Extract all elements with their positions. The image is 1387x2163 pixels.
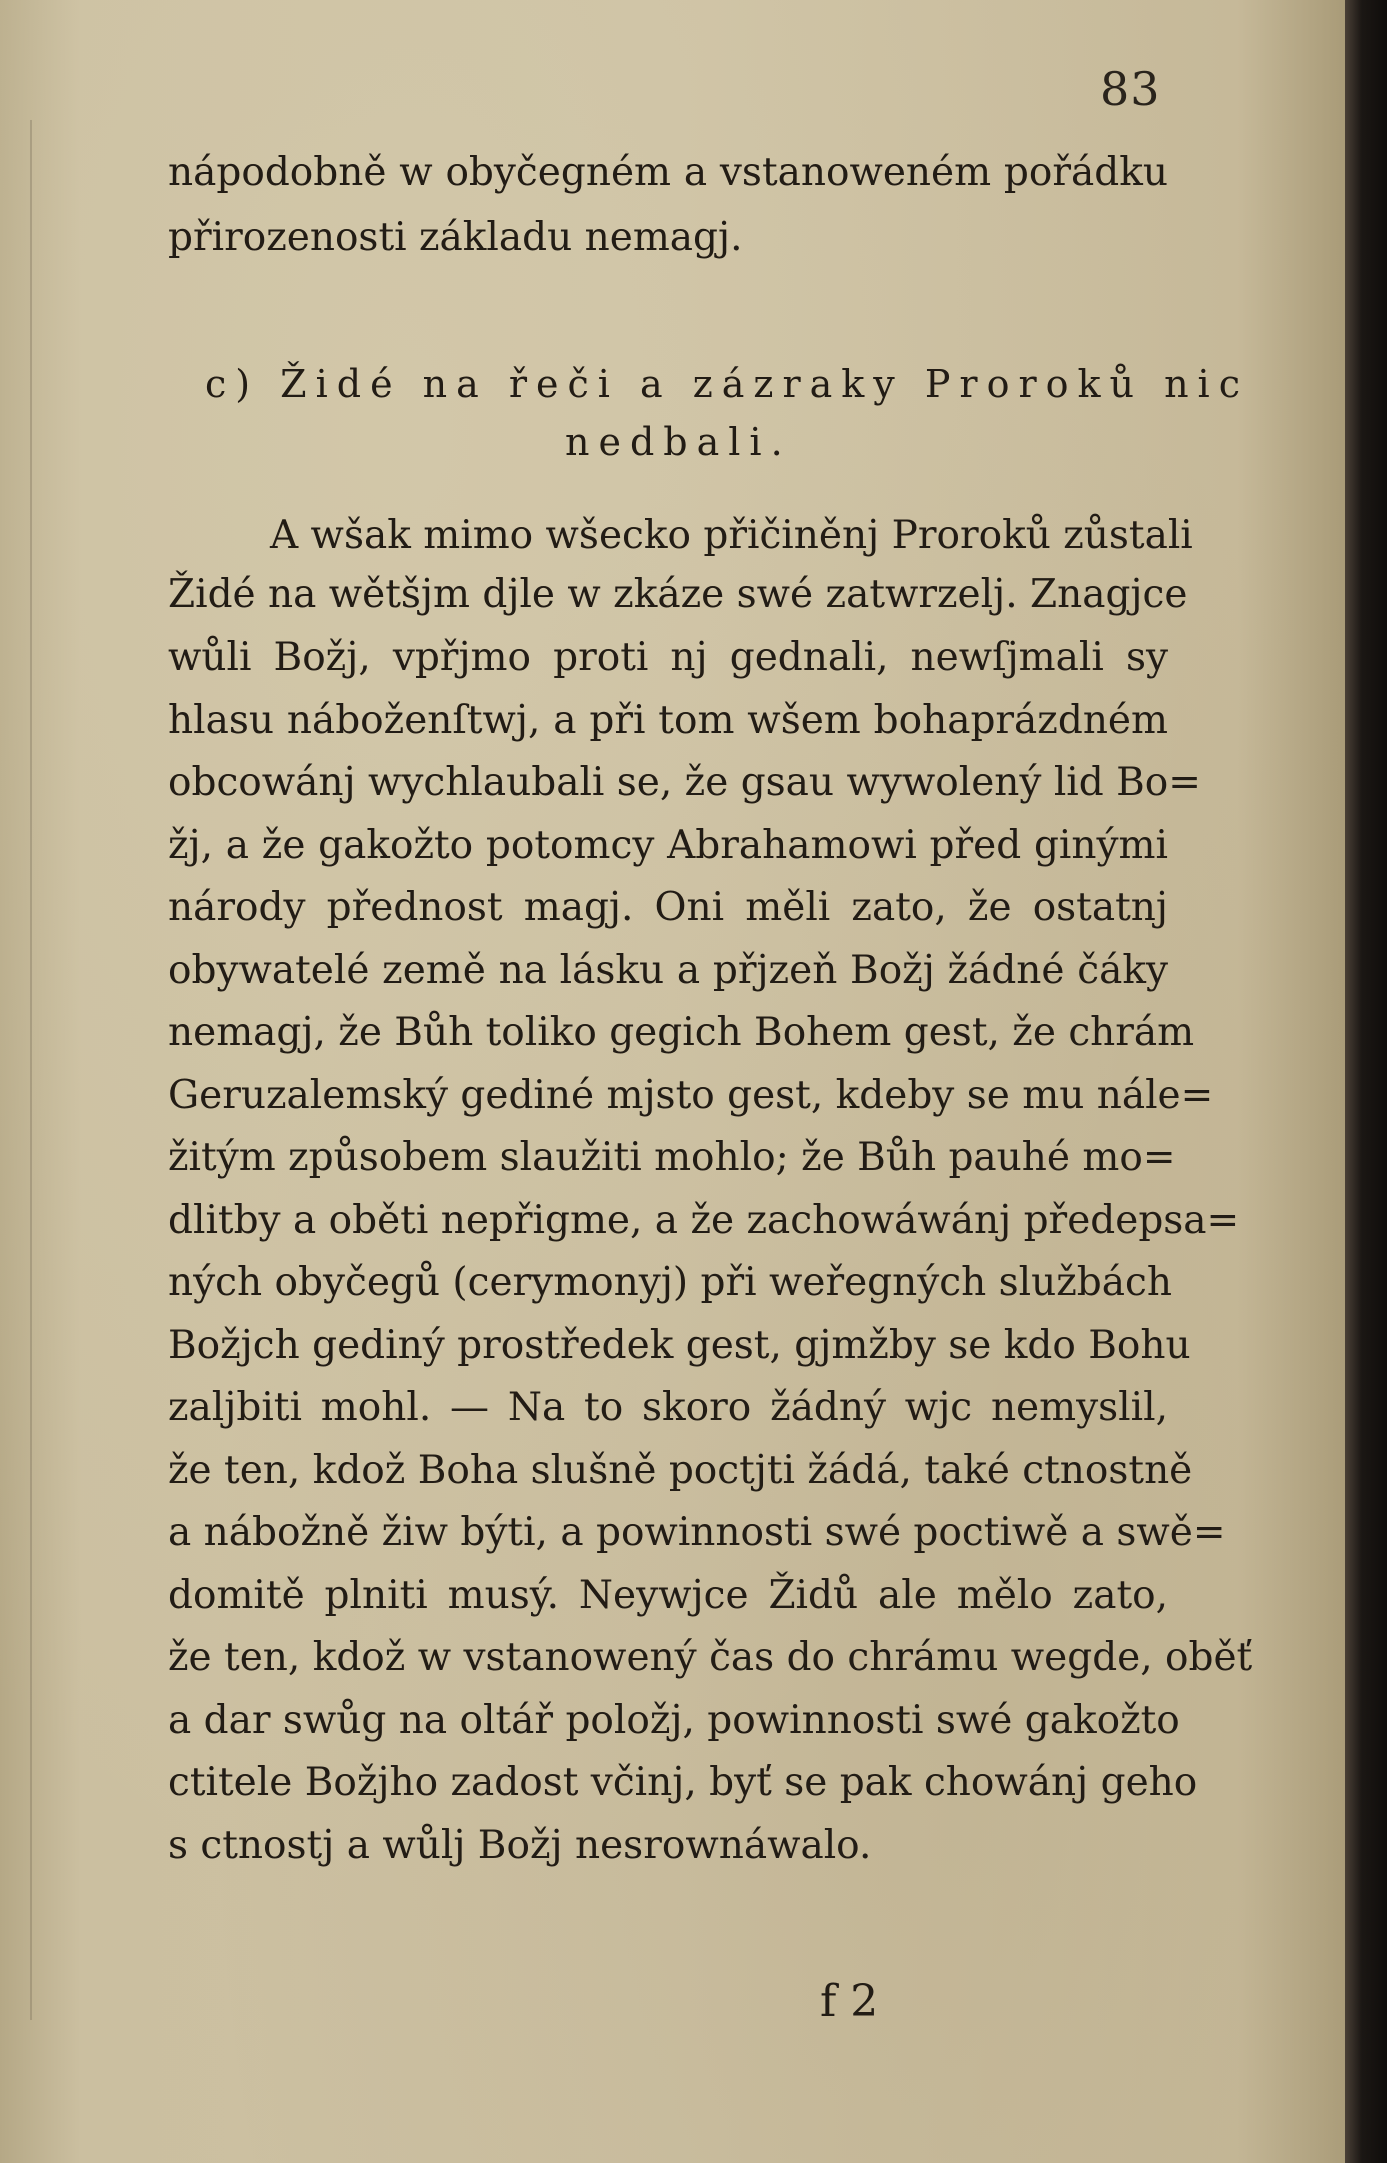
- body-line-20: a dar swůg na oltář položj, powinnosti swé gakožto: [168, 1698, 1180, 1743]
- book-binding-edge: [1345, 0, 1387, 2163]
- body-line-15: zaljbiti mohl. — Na to skoro žádný wjc nemyslil,: [168, 1385, 1168, 1430]
- intro-line-2: přirozenosti základu nemagj.: [168, 215, 743, 260]
- body-line-14: Božjch gediný prostředek gest, gjmžby se kdo Bohu: [168, 1323, 1191, 1368]
- body-line-18: domitě plniti musý. Neywjce Židů ale mělo zato,: [168, 1573, 1168, 1618]
- body-line-17: a nábožně žiw býti, a powinnosti swé poctiwě a swě=: [168, 1510, 1226, 1555]
- body-line-9: nemagj, že Bůh toliko gegich Bohem gest, že chrám: [168, 1010, 1195, 1055]
- intro-line-1: nápodobně w obyčegném a vstanoweném pořádku: [168, 150, 1168, 195]
- body-line-6: žj, a že gakožto potomcy Abrahamowi před ginými: [168, 823, 1168, 868]
- body-line-22: s ctnostj a wůlj Božj nesrownáwalo.: [168, 1823, 872, 1868]
- page-edge-shadow: [30, 120, 32, 2020]
- body-line-5: obcowánj wychlaubali se, že gsau wywolený lid Bo=: [168, 760, 1201, 805]
- section-heading-line-2: nedbali.: [565, 420, 792, 464]
- body-line-8: obywatelé země na lásku a přjzeň Božj žádné čáky: [168, 948, 1168, 993]
- body-line-10: Geruzalemský gediné mjsto gest, kdeby se mu nále=: [168, 1073, 1214, 1118]
- signature-mark: f 2: [820, 1976, 879, 2027]
- body-line-13: ných obyčegů (cerymonyj) při weřegných službách: [168, 1260, 1172, 1305]
- section-heading-line-1: c) Židé na řeči a zázraky Proroků nic: [205, 362, 1249, 406]
- body-line-3: wůli Božj, vpřjmo proti nj gednali, newſjmali sy: [168, 635, 1168, 680]
- body-line-1: A wšak mimo wšecko přičiněnj Proroků zůstali: [270, 513, 1193, 558]
- page-number: 83: [1100, 62, 1161, 116]
- body-line-7: národy přednost magj. Oni měli zato, že ostatnj: [168, 885, 1168, 930]
- body-line-2: Židé na wětšjm djle w zkáze swé zatwrzelj. Znagjce: [168, 572, 1188, 617]
- body-line-12: dlitby a oběti nepřigme, a že zachowáwánj předepsa=: [168, 1198, 1240, 1243]
- body-line-21: ctitele Božjho zadost včinj, byť se pak chowánj geho: [168, 1760, 1198, 1805]
- body-line-11: žitým způsobem slaužiti mohlo; že Bůh pauhé mo=: [168, 1135, 1176, 1180]
- body-line-16: že ten, kdož Boha slušně poctjti žádá, také ctnostně: [168, 1448, 1193, 1493]
- body-line-19: že ten, kdož w vstanowený čas do chrámu wegde, oběť: [168, 1635, 1253, 1680]
- body-line-4: hlasu náboženſtwj, a při tom wšem bohaprázdném: [168, 698, 1168, 743]
